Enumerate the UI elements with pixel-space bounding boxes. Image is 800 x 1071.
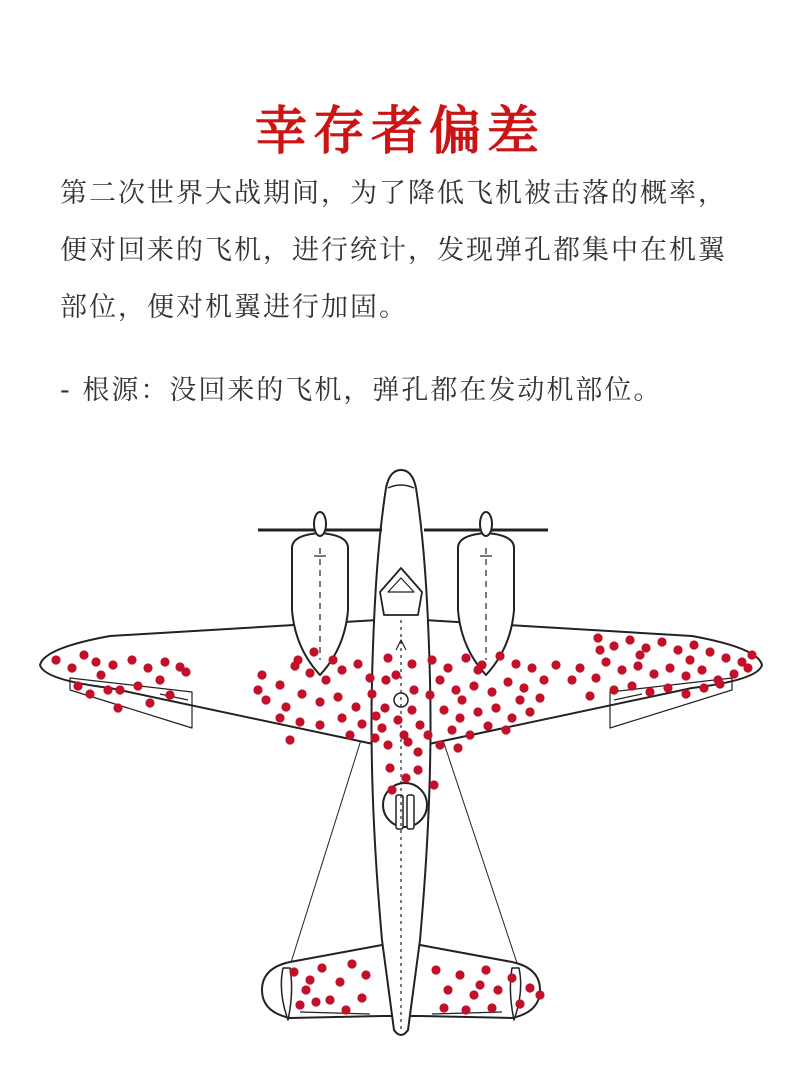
bullet-hole <box>663 683 672 692</box>
bullet-hole <box>591 673 600 682</box>
spinner-right <box>480 512 492 536</box>
bullet-hole <box>391 670 400 679</box>
bullet-hole <box>407 705 416 714</box>
bullet-hole <box>160 657 169 666</box>
bullet-hole <box>453 743 462 752</box>
bullet-hole <box>337 665 346 674</box>
bullet-hole <box>625 635 634 644</box>
bullet-hole <box>617 665 626 674</box>
bullet-hole <box>275 680 284 689</box>
bullet-hole <box>525 707 534 716</box>
bullet-hole <box>321 675 330 684</box>
bullet-hole <box>257 670 266 679</box>
bullet-hole <box>495 651 504 660</box>
bullet-hole <box>457 695 466 704</box>
bullet-hole <box>447 725 456 734</box>
bullet-hole <box>103 685 112 694</box>
paragraph-line: 第二次世界大战期间，为了降低飞机被击落的概率， <box>60 178 727 209</box>
bullet-hole <box>525 983 534 992</box>
bullet-hole <box>67 663 76 672</box>
bullet-hole <box>381 675 390 684</box>
airplane-svg <box>0 440 800 1067</box>
bullet-hole <box>335 977 344 986</box>
bullet-hole <box>443 985 452 994</box>
bullet-hole <box>435 740 444 749</box>
bullet-hole <box>461 1005 470 1014</box>
bullet-hole <box>439 705 448 714</box>
bullet-hole <box>483 721 492 730</box>
bullet-hole <box>551 660 560 669</box>
bullet-hole <box>665 663 674 672</box>
bullet-hole <box>481 965 490 974</box>
bullet-hole <box>515 695 524 704</box>
bullet-hole <box>507 713 516 722</box>
bullet-hole <box>380 703 389 712</box>
bullet-hole <box>333 692 342 701</box>
bullet-hole <box>491 703 500 712</box>
bullet-hole <box>328 655 337 664</box>
bullet-hole <box>535 693 544 702</box>
bullet-hole <box>627 681 636 690</box>
bullet-hole <box>609 641 618 650</box>
bullet-hole <box>649 669 658 678</box>
bullet-hole <box>165 690 174 699</box>
bullet-hole <box>357 719 366 728</box>
bullet-hole <box>293 655 302 664</box>
bullet-hole <box>295 1000 304 1009</box>
bullet-hole <box>689 640 698 649</box>
bullet-hole <box>729 669 738 678</box>
page-title: 幸存者偏差 <box>254 100 545 162</box>
bullet-hole <box>407 659 416 668</box>
bullet-hole <box>743 663 752 672</box>
bullet-hole <box>469 990 478 999</box>
bullet-hole <box>601 657 610 666</box>
bullet-hole <box>641 643 650 652</box>
bullet-hole <box>413 765 422 774</box>
bullet-hole <box>347 959 356 968</box>
bullet-hole <box>325 995 334 1004</box>
bullet-hole <box>357 993 366 1002</box>
bullet-hole <box>539 675 548 684</box>
bullet-hole <box>143 663 152 672</box>
bullet-hole <box>715 679 724 688</box>
bullet-hole <box>657 637 666 646</box>
bullet-hole <box>511 659 520 668</box>
bullet-hole <box>387 785 396 794</box>
bullet-hole <box>473 707 482 716</box>
bullet-hole <box>429 780 438 789</box>
bullet-hole <box>635 650 644 659</box>
bullet-hole <box>399 730 408 739</box>
bullet-hole <box>115 685 124 694</box>
bullet-hole <box>487 687 496 696</box>
bullet-hole <box>370 733 379 742</box>
bullet-hole <box>633 661 642 670</box>
bullet-hole <box>697 665 706 674</box>
bullet-hole <box>685 655 694 664</box>
bullet-hole <box>383 740 392 749</box>
bullet-hole <box>585 691 594 700</box>
bullet-hole <box>527 663 536 672</box>
bullet-hole <box>461 653 470 662</box>
bullet-hole <box>507 973 516 982</box>
paragraph-line: 便对回来的飞机，进行统计，发现弹孔都集中在机翼 <box>60 235 727 266</box>
bullet-hole <box>567 675 576 684</box>
bullet-hole <box>455 970 464 979</box>
bullet-hole <box>435 675 444 684</box>
bullet-hole <box>413 747 422 756</box>
bullet-hole <box>365 673 374 682</box>
bullet-hole <box>51 655 60 664</box>
bullet-hole <box>309 647 318 656</box>
bullet-hole <box>181 667 190 676</box>
bullet-hole <box>705 647 714 656</box>
bullet-hole <box>361 970 370 979</box>
bullet-hole <box>455 713 464 722</box>
bullet-hole <box>681 689 690 698</box>
bullet-hole <box>519 683 528 692</box>
bullet-hole <box>423 730 432 739</box>
bullet-hole <box>253 685 262 694</box>
bullet-hole <box>285 735 294 744</box>
bullet-hole <box>493 985 502 994</box>
bullet-hole <box>261 695 270 704</box>
bullet-hole <box>341 1005 350 1014</box>
bullet-hole <box>401 773 410 782</box>
turret-gun <box>407 795 414 829</box>
bullet-hole <box>297 689 306 698</box>
bullet-hole <box>593 633 602 642</box>
bullet-hole <box>595 645 604 654</box>
bullet-hole <box>145 698 154 707</box>
bullet-hole <box>427 655 436 664</box>
intro-paragraph <box>60 165 750 336</box>
bullet-hole <box>443 663 452 672</box>
bullet-hole <box>383 653 392 662</box>
bullet-hole <box>79 650 88 659</box>
bullet-hole <box>96 670 105 679</box>
bullet-hole <box>133 681 142 690</box>
bullet-hole <box>311 997 320 1006</box>
bullet-hole <box>91 657 100 666</box>
airplane-diagram <box>0 440 800 1067</box>
bullet-hole <box>275 713 284 722</box>
bullet-hole <box>503 677 512 686</box>
bullet-hole <box>415 720 424 729</box>
bullet-hole <box>439 1003 448 1012</box>
bullet-hole <box>301 985 310 994</box>
bullet-hole <box>353 659 362 668</box>
spinner-left <box>314 512 326 536</box>
bullet-hole <box>747 650 756 659</box>
bullet-hole <box>473 665 482 674</box>
bullet-hole <box>451 685 460 694</box>
bullet-hole <box>609 685 618 694</box>
bullet-hole <box>295 717 304 726</box>
bullet-hole <box>721 653 730 662</box>
bullet-hole <box>515 999 524 1008</box>
bullet-hole <box>351 702 360 711</box>
bullet-hole <box>469 681 478 690</box>
bullet-hole <box>501 725 510 734</box>
bullet-hole <box>385 763 394 772</box>
bullet-hole <box>393 715 402 724</box>
bullet-hole <box>475 980 484 989</box>
bullet-hole <box>305 668 314 677</box>
bullet-hole <box>465 730 474 739</box>
bullet-hole <box>317 963 326 972</box>
bullet-hole <box>575 663 584 672</box>
bullet-hole <box>289 967 298 976</box>
bullet-hole <box>113 703 122 712</box>
bullet-hole <box>337 713 346 722</box>
bullet-hole <box>673 645 682 654</box>
bullet-hole <box>108 660 117 669</box>
bullet-hole <box>681 671 690 680</box>
bullet-hole <box>699 683 708 692</box>
bullet-hole <box>425 690 434 699</box>
bullet-hole <box>645 687 654 696</box>
bullet-hole <box>367 689 376 698</box>
bullet-hole <box>315 720 324 729</box>
bullet-hole <box>431 965 440 974</box>
bullet-hole <box>345 730 354 739</box>
bullet-hole <box>487 1003 496 1012</box>
bullet-hole <box>85 689 94 698</box>
bullet-hole <box>315 697 324 706</box>
bullet-hole <box>155 675 164 684</box>
bullet-hole <box>377 723 386 732</box>
bullet-hole <box>371 711 380 720</box>
bullet-hole <box>73 681 82 690</box>
bullet-hole <box>535 990 544 999</box>
bullet-hole <box>127 655 136 664</box>
turret-gun <box>396 795 403 829</box>
root-cause-note: - 根源：没回来的飞机，弹孔都在发动机部位。 <box>60 375 663 406</box>
bullet-hole <box>281 702 290 711</box>
paragraph-line: 部位，便对机翼进行加固。 <box>60 292 408 323</box>
bullet-hole <box>305 975 314 984</box>
bullet-hole <box>409 685 418 694</box>
